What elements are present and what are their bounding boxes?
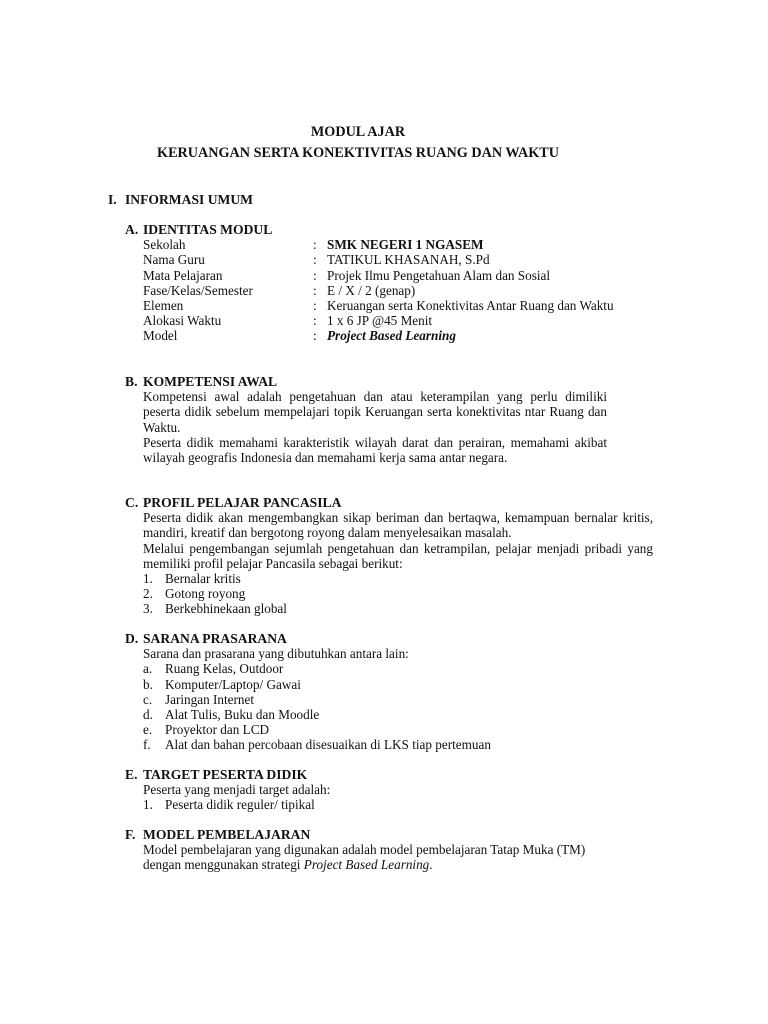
list-text: Alat Tulis, Buku dan Moodle [165, 707, 320, 723]
profil-heading [125, 495, 653, 510]
target-peserta-section [125, 767, 330, 813]
list-item [143, 707, 491, 722]
list-marker: 2. [143, 586, 153, 602]
list-item [143, 692, 491, 707]
list-text: Jaringan Internet [165, 691, 254, 707]
document-subtitle: KERUANGAN SERTA KONEKTIVITAS RUANG DAN WAKTU [157, 145, 559, 161]
profil-body [125, 510, 653, 616]
paragraph: Melalui pengembangan sejumlah pengetahuan dan ketrampilan, pelajar menjadi pribadi yang memiliki profil pelajar Pancasila sebagai berikut: [143, 540, 653, 571]
row-label: Sekolah [143, 237, 186, 253]
row-label: Fase/Kelas/Semester [143, 282, 253, 298]
row-value: E / X / 2 (genap) [327, 282, 416, 298]
intro-text: Sarana dan prasarana yang dibutuhkan antara lain: [143, 646, 409, 662]
row-colon: : [313, 313, 317, 329]
paragraph-line [143, 857, 585, 872]
list-text: Proyektor dan LCD [165, 722, 270, 738]
sarana-body [125, 646, 491, 752]
section-letter: B. [125, 374, 138, 389]
heading-text: KOMPETENSI AWAL [143, 374, 278, 389]
section-letter: C. [125, 495, 139, 510]
heading-text: IDENTITAS MODUL [143, 222, 273, 237]
list-item [143, 601, 653, 616]
model-body [125, 842, 585, 872]
row-label: Alokasi Waktu [143, 313, 222, 329]
heading-text: MODEL PEMBELAJARAN [143, 827, 311, 842]
row-colon: : [313, 282, 317, 298]
row-colon: : [313, 252, 317, 268]
sarana-prasarana-section [125, 631, 491, 753]
sarana-heading [125, 631, 491, 646]
list-marker: f. [143, 737, 151, 753]
row-label: Nama Guru [143, 252, 205, 268]
kompetensi-awal-section [125, 374, 607, 465]
identitas-row [143, 283, 614, 298]
paragraph: Peserta didik akan mengembangkan sikap beriman dan bertaqwa, kemampuan bernalar kritis, mandiri, kreatif dan bergotong royong dalam menyelesaikan masalah. [143, 510, 653, 541]
kompetensi-heading [125, 374, 607, 389]
row-value: Project Based Learning [327, 328, 456, 344]
intro-text: Peserta yang menjadi target adalah: [143, 782, 331, 798]
identitas-row [143, 252, 614, 267]
row-label: Model [143, 328, 178, 344]
identitas-row [143, 313, 614, 328]
row-colon: : [313, 328, 317, 344]
heading-text: SARANA PRASARANA [143, 631, 287, 646]
row-value: TATIKUL KHASANAH, S.Pd [327, 252, 490, 268]
identitas-table [125, 237, 614, 343]
row-value: Keruangan serta Konektivitas Antar Ruang dan Waktu [327, 298, 614, 314]
row-colon: : [313, 267, 317, 283]
row-value: SMK NEGERI 1 NGASEM [327, 237, 484, 253]
row-colon: : [313, 237, 317, 253]
model-pembelajaran-section [125, 827, 585, 873]
document-title: MODUL AJAR [310, 124, 406, 140]
list-item [143, 677, 491, 692]
list-marker: c. [143, 691, 153, 707]
list-text: Peserta didik reguler/ tipikal [165, 797, 315, 813]
row-value: Projek Ilmu Pengetahuan Alam dan Sosial [327, 267, 551, 283]
list-item [143, 737, 491, 752]
list-item [143, 722, 491, 737]
identitas-modul-section [125, 222, 614, 344]
identitas-row [143, 268, 614, 283]
model-heading [125, 827, 585, 842]
paragraph-line: Model pembelajaran yang digunakan adalah model pembelajaran Tatap Muka (TM) [143, 842, 586, 858]
list-marker: 1. [143, 797, 153, 813]
list-text: Gotong royong [165, 586, 246, 602]
row-label: Elemen [143, 298, 184, 314]
list-item [143, 661, 491, 676]
line-suffix: . [429, 857, 433, 873]
section-letter: D. [125, 631, 139, 646]
section-letter: F. [125, 827, 136, 842]
list-text: Alat dan bahan percobaan disesuaikan di LKS tiap pertemuan [165, 737, 491, 753]
list-marker: 3. [143, 601, 153, 617]
list-text: Berkebhinekaan global [165, 601, 287, 617]
list-marker: a. [143, 661, 153, 677]
list-item [143, 571, 653, 586]
identitas-row [143, 298, 614, 313]
identitas-heading [125, 222, 614, 237]
section-letter: A. [125, 222, 139, 237]
line-text: dengan menggunakan strategi [143, 857, 304, 873]
list-item [143, 797, 330, 812]
list-marker: d. [143, 707, 153, 723]
section-heading-informasi-umum [108, 192, 253, 207]
profil-pelajar-section [125, 495, 653, 617]
list-text: Ruang Kelas, Outdoor [165, 661, 284, 677]
emphasis-text: Project Based Learning [303, 857, 430, 873]
section-letter: E. [125, 767, 138, 782]
row-value: 1 x 6 JP @45 Menit [327, 313, 433, 329]
paragraph: Peserta didik memahami karakteristik wilayah darat dan perairan, memahami akibat wilayah geografis Indonesia dan memahami kerja sama antar negara. [143, 434, 607, 466]
kompetensi-body [125, 389, 607, 465]
identitas-row [143, 328, 614, 343]
list-item [143, 586, 653, 601]
list-marker: e. [143, 722, 153, 738]
list-marker: b. [143, 676, 153, 692]
identitas-row [143, 237, 614, 252]
paragraph: Kompetensi awal adalah pengetahuan dan atau keterampilan yang perlu dimiliki peserta didik sebelum mempelajari topik Keruangan serta konektivitas ntar Ruang dan Waktu. [143, 389, 607, 435]
list-text: Bernalar kritis [165, 571, 241, 587]
section-title: INFORMASI UMUM [125, 192, 253, 207]
heading-text: PROFIL PELAJAR PANCASILA [143, 495, 342, 510]
list-text: Komputer/Laptop/ Gawai [165, 676, 301, 692]
heading-text: TARGET PESERTA DIDIK [143, 767, 308, 782]
target-body [125, 782, 330, 812]
section-number: I. [108, 192, 117, 207]
row-label: Mata Pelajaran [143, 267, 223, 283]
target-heading [125, 767, 330, 782]
list-marker: 1. [143, 571, 153, 587]
row-colon: : [313, 298, 317, 314]
